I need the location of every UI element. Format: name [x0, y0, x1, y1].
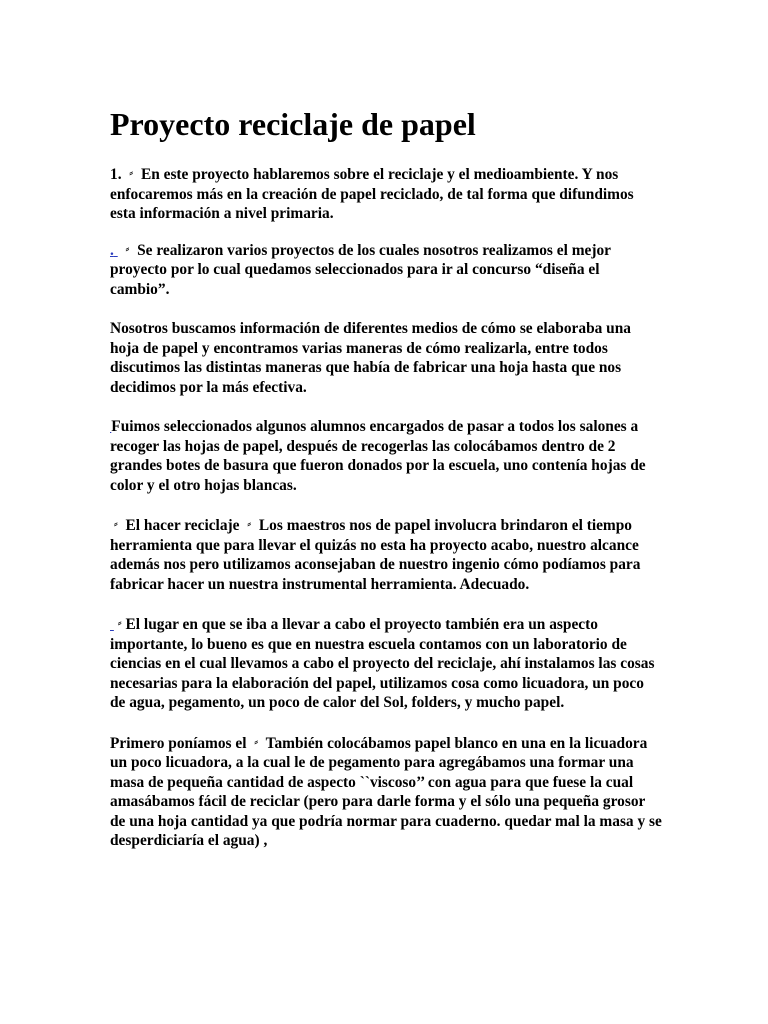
paragraph-1-text: En este proyecto hablaremos sobre el reciclaje y el medioambiente. Y nos enfocaremos más en la creación de papel reciclado, de tal forma que difundimos esta información a nivel primaria.	[110, 166, 634, 222]
link-underline[interactable]	[114, 242, 118, 259]
paragraph-2-link[interactable]: .	[110, 241, 114, 259]
bookmark-icon: ⸗	[114, 518, 118, 530]
paragraph-2-text: Se realizaron varios proyectos de los cuales nosotros realizamos el mejor proyecto por lo cual quedamos seleccionados para ir al concurso “diseña el cambio”.	[110, 241, 611, 298]
bookmark-icon: ⸗	[117, 617, 122, 629]
paragraph-4-text: Fuimos seleccionados algunos alumnos encargados de pasar a todos los salones a recoger las hojas de papel, después de recogerlas las colocábamos dentro de 2 grandes botes de basura que fueron donados por la escuela, uno contenía hojas de color y el otro hojas blancas.	[110, 418, 646, 494]
paragraph-3-text: Nosotros buscamos información de diferentes medios de cómo se elaboraba una hoja de papel y encontramos varias maneras de cómo realizarla, entre todos discutimos las distintas maneras que había de fabricar una hoja hasta que nos decidimos por la más efectiva.	[110, 320, 631, 396]
document-page	[110, 104, 662, 871]
paragraph-4	[110, 417, 662, 495]
paragraph-2	[110, 240, 662, 300]
paragraph-7-part-1: Primero poníamos el	[110, 734, 247, 752]
paragraph-7-part-2: También colocábamos papel blanco en una en la licuadora un poco licuadora, a la cual le de pegamento para agregábamos una formar una masa de pequeña cantidad de aspecto ``viscoso’’ con agua para que fuese la cual amasábamos fácil de reciclar (pero para darle forma y el sólo una pequeña grosor de una hoja cantidad ya que podría normar para cuaderno. quedar mal la masa y se desperdiciaría el agua) ,	[110, 734, 662, 849]
paragraph-1	[110, 164, 662, 224]
bookmark-icon: ⸗	[125, 242, 130, 255]
paragraph-3	[110, 319, 662, 397]
paragraph-6-link[interactable]	[110, 616, 114, 633]
paragraph-5	[110, 515, 662, 594]
bookmark-icon: ⸗	[247, 518, 252, 530]
paragraph-5-part-1: El hacer reciclaje	[125, 517, 240, 534]
paragraph-6-text: El lugar en que se iba a llevar a cabo el proyecto también era un aspecto importante, lo bueno es que en nuestra escuela contamos con un laboratorio de ciencias en el cual llevamos a cabo el proyecto del reciclaje, ahí instalamos las cosas necesarias para la elaboración del papel, utilizamos cosa como licuadora, un poco de agua, pegamento, un poco de calor del Sol, folders, y mucho papel.	[110, 616, 655, 711]
paragraph-6	[110, 614, 662, 713]
bookmark-icon: ⸗	[129, 167, 134, 179]
bookmark-icon: ⸗	[254, 735, 259, 748]
list-number: 1.	[110, 166, 122, 183]
paragraph-7	[110, 733, 662, 851]
paragraph-5-part-2: Los maestros nos de papel involucra brindaron el tiempo herramienta que para llevar el quizás no esta ha proyecto acabo, nuestro alcance además nos pero utilizamos aconsejaban de nuestro ingenio cómo podíamos para fabricar hacer un nuestra instrumental herramienta. Adecuado.	[110, 517, 641, 593]
document-title: Proyecto reciclaje de papel	[110, 106, 476, 142]
